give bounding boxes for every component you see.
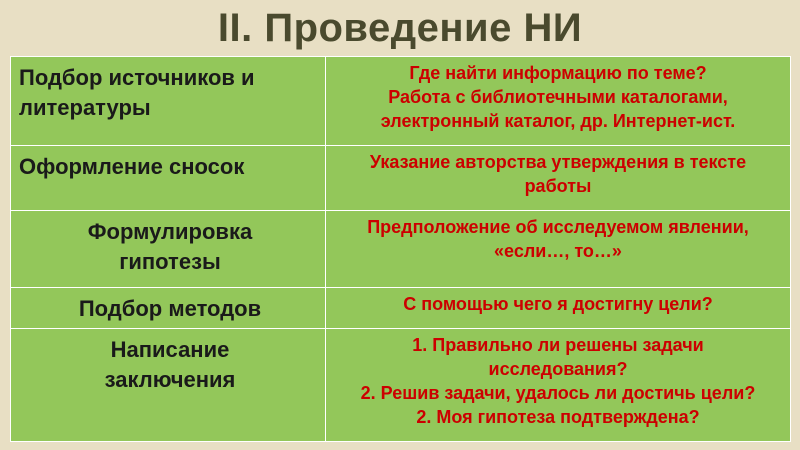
slide-title: II. Проведение НИ bbox=[217, 6, 583, 50]
stage-label-line: Формулировка bbox=[87, 219, 253, 244]
research-stages-table bbox=[10, 56, 791, 442]
table-row bbox=[11, 329, 791, 442]
description-line: «если…, то…» bbox=[494, 241, 622, 261]
table-row bbox=[11, 211, 791, 288]
stage-cell bbox=[11, 288, 326, 329]
description-line: С помощью чего я достигну цели? bbox=[403, 294, 713, 314]
table-row bbox=[11, 57, 791, 146]
stage-cell bbox=[11, 57, 326, 146]
description-cell bbox=[326, 211, 791, 288]
description-cell bbox=[326, 329, 791, 442]
stage-label-line: Подбор методов bbox=[78, 296, 262, 321]
description-cell bbox=[326, 146, 791, 211]
description-line: Работа с библиотечными каталогами, bbox=[388, 87, 728, 107]
description-line: работы bbox=[524, 176, 592, 196]
stage-cell bbox=[11, 329, 326, 442]
table-row bbox=[11, 288, 791, 329]
description-cell bbox=[326, 57, 791, 146]
stage-label-line: Подбор источников и bbox=[19, 65, 255, 90]
stage-label-line: литературы bbox=[19, 95, 151, 120]
table-row bbox=[11, 146, 791, 211]
stage-cell bbox=[11, 146, 326, 211]
description-line: 1. Правильно ли решены задачи bbox=[412, 335, 704, 355]
description-line: 2. Решив задачи, удалось ли достичь цели? bbox=[360, 383, 756, 403]
description-line: исследования? bbox=[488, 359, 628, 379]
description-cell bbox=[326, 288, 791, 329]
stage-label-line: гипотезы bbox=[119, 249, 221, 274]
description-line: Предположение об исследуемом явлении, bbox=[367, 217, 749, 237]
stage-cell bbox=[11, 211, 326, 288]
stage-label-line: Написание bbox=[110, 337, 230, 362]
description-line: электронный каталог, др. Интернет-ист. bbox=[380, 111, 736, 131]
stage-label-line: заключения bbox=[104, 367, 236, 392]
description-line: Где найти информацию по теме? bbox=[409, 63, 707, 83]
description-line: 2. Моя гипотеза подтверждена? bbox=[416, 407, 700, 427]
stage-label-line: Оформление сносок bbox=[19, 154, 245, 179]
description-line: Указание авторства утверждения в тексте bbox=[369, 152, 747, 172]
